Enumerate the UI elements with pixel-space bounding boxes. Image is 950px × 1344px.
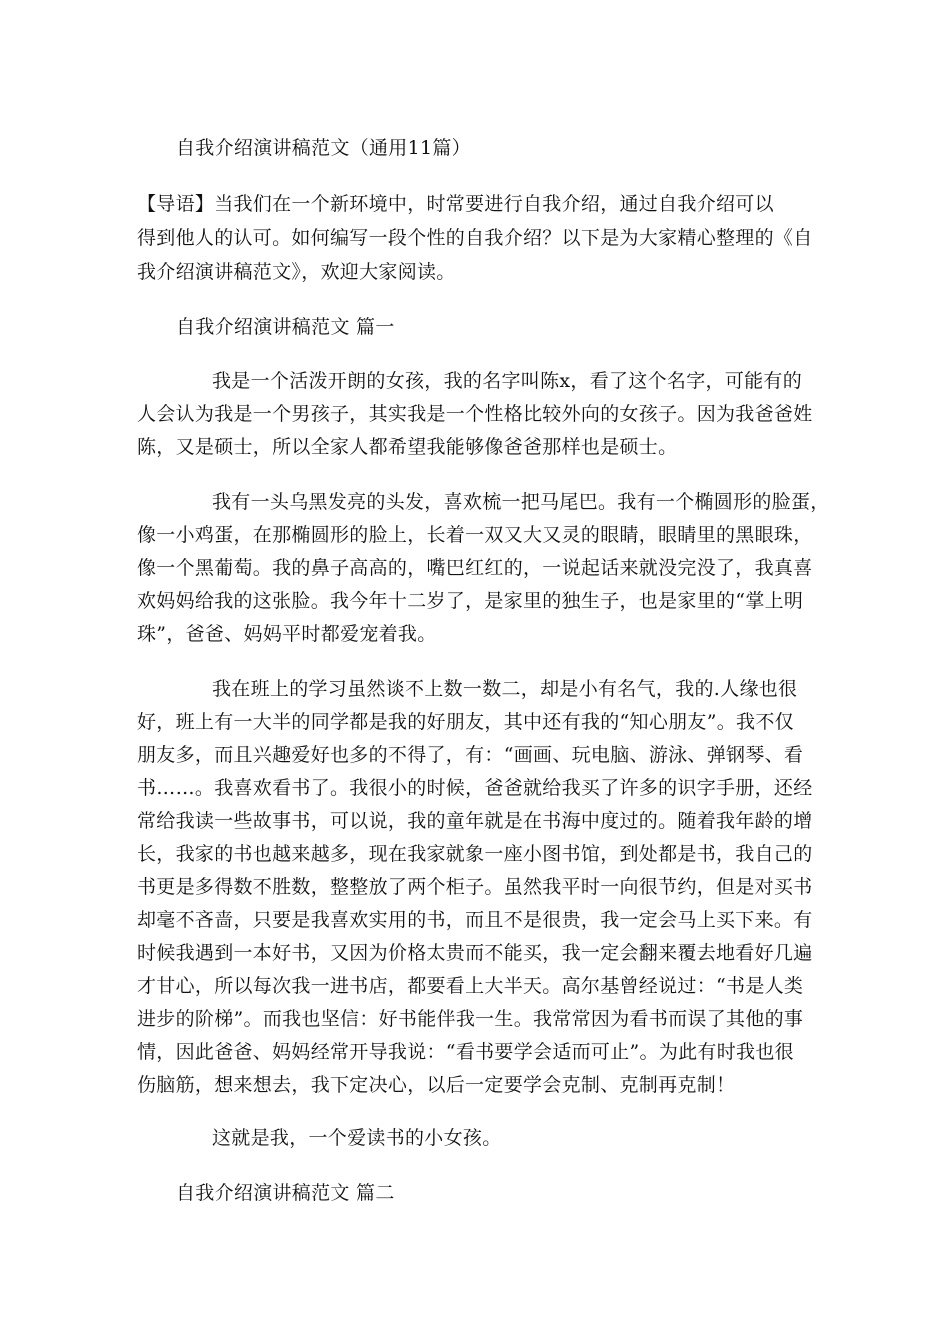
paragraph-line: 书……。我喜欢看书了。我很小的时候，爸爸就给我买了许多的识字手册，还经 (137, 777, 813, 799)
paragraph-line: 我是一个活泼开朗的女孩，我的名字叫陈x，看了这个名字，可能有的 (212, 370, 803, 392)
paragraph-line: 我在班上的学习虽然谈不上数一数二，却是小有名气，我的.人缘也很 (212, 678, 798, 700)
paragraph-line: 才甘心，所以每次我一进书店，都要看上大半天。高尔基曾经说过：“书是人类 (137, 975, 804, 997)
paragraph-line: 书更是多得数不胜数，整整放了两个柜子。虽然我平时一向很节约，但是对买书 (137, 876, 813, 898)
intro-line: 我介绍演讲稿范文》，欢迎大家阅读。 (137, 261, 456, 283)
paragraph-line: 却毫不吝啬，只要是我喜欢实用的书，而且不是很贵，我一定会马上买下来。有 (137, 909, 813, 931)
paragraph-line: 这就是我，一个爱读书的小女孩。 (212, 1127, 502, 1149)
intro-line: 得到他人的认可。如何编写一段个性的自我介绍？以下是为大家精心整理的《自 (137, 227, 813, 249)
intro-line: 【导语】当我们在一个新环境中，时常要进行自我介绍，通过自我介绍可以 (137, 193, 774, 215)
paragraph-line: 像一个黑葡萄。我的鼻子高高的，嘴巴红红的，一说起话来就没完没了，我真喜 (137, 557, 813, 579)
section-heading-2: 自我介绍演讲稿范文 篇二 (176, 1182, 395, 1204)
paragraph-line: 珠”，爸爸、妈妈平时都爱宠着我。 (137, 623, 437, 645)
paragraph-line: 陈，又是硕士，所以全家人都希望我能够像爸爸那样也是硕士。 (137, 436, 678, 458)
paragraph-line: 我有一头乌黑发亮的头发，喜欢梳一把马尾巴。我有一个椭圆形的脸蛋， (212, 491, 830, 513)
paragraph-line: 情，因此爸爸、妈妈经常开导我说：“看书要学会适而可止”。为此有时我也很 (137, 1041, 794, 1063)
section-heading-1: 自我介绍演讲稿范文 篇一 (176, 316, 395, 338)
document-title: 自我介绍演讲稿范文（通用11篇） (176, 137, 471, 159)
paragraph-line: 长，我家的书也越来越多，现在我家就象一座小图书馆，到处都是书，我自己的 (137, 843, 813, 865)
paragraph-line: 朋友多，而且兴趣爱好也多的不得了，有：“画画、玩电脑、游泳、弹钢琴、看 (137, 744, 804, 766)
paragraph-line: 人会认为我是一个男孩子，其实我是一个性格比较外向的女孩子。因为我爸爸姓 (137, 403, 813, 425)
paragraph-line: 时候我遇到一本好书，又因为价格太贵而不能买，我一定会翻来覆去地看好几遍 (137, 942, 813, 964)
paragraph-line: 像一小鸡蛋，在那椭圆形的脸上，长着一双又大又灵的眼睛，眼睛里的黑眼珠， (137, 524, 813, 546)
paragraph-line: 欢妈妈给我的这张脸。我今年十二岁了，是家里的独生子，也是家里的“掌上明 (137, 590, 804, 612)
paragraph-line: 常给我读一些故事书，可以说，我的童年就是在书海中度过的。随着我年龄的增 (137, 810, 813, 832)
paragraph-line: 进步的阶梯”。而我也坚信：好书能伴我一生。我常常因为看书而误了其他的事 (137, 1008, 804, 1030)
paragraph-line: 伤脑筋，想来想去，我下定决心，以后一定要学会克制、克制再克制！ (137, 1074, 736, 1096)
paragraph-line: 好，班上有一大半的同学都是我的好朋友，其中还有我的“知心朋友”。我不仅 (137, 711, 794, 733)
